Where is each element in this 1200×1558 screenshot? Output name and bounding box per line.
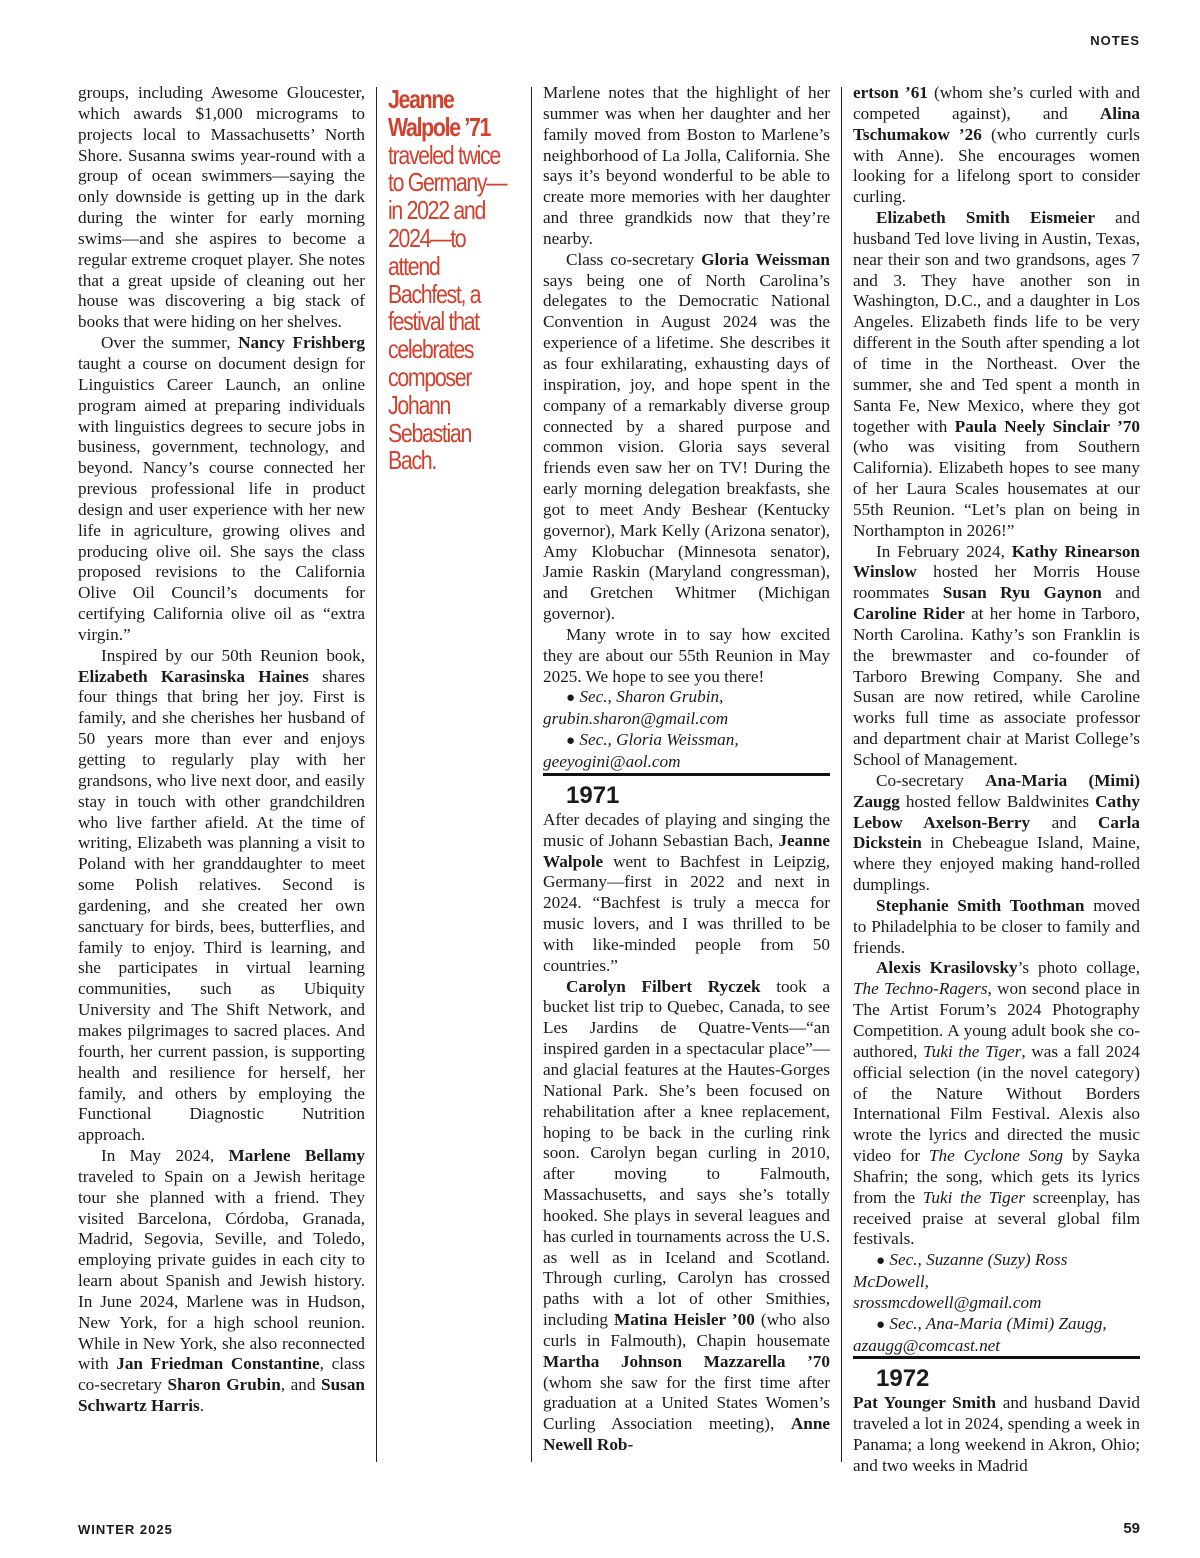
alumna-name: Jeanne Walpole [543, 830, 830, 871]
paragraph [543, 977, 830, 1456]
paragraph [543, 83, 830, 250]
alumna-name: Pat Younger Smith [853, 1393, 997, 1413]
text: Over the summer, [101, 333, 231, 353]
text: taught a course on document design for Linguistics Career Launch, an online program aimed at preparing individuals with linguistics degrees to secure jobs in business, government, technology, and beyond. Nancy’s course connected her previous professional life in product design and user experience with her new life in agriculture, growing olives and producing olive oil. She says the class proposed revisions to the California Olive Oil Council’s documents for certifying California olive oil as “extra virgin.” [78, 353, 365, 644]
alumna-name: Paula Neely Sinclair ’70 [954, 416, 1140, 436]
alumna-name: ertson ’61 [853, 83, 928, 102]
paragraph [78, 1146, 365, 1417]
text: (whom she’s curled with and competed against), and [853, 83, 1141, 123]
text: says being one of North Carolina’s delegates to the Democratic National Convention in August 2024 was the experience of a lifetime. She describes it as four exhilarating, exhausting days of inspiration, joy, and hope spent in the company of a remarkably diverse group connected by a shared purpose and common vision. Gloria says several friends even saw her on TV! During the early morning delegation breakfasts, she got to meet Andy Beshear (Kentucky governor), Mark Kelly (Arizona senator), Amy Klobuchar (Minnesota senator), Jamie Raskin (Maryland congressman), and Gretchen Whitmer (Michigan governor). [543, 270, 830, 624]
paragraph [543, 250, 830, 625]
text: , and [280, 1375, 316, 1395]
alumna-name: Susan Schwartz Harris [78, 1375, 365, 1416]
pull-quote-name: Jeanne Walpole ’71 [388, 84, 491, 142]
work-title: The Techno-Ragers [853, 979, 988, 999]
text: and [1115, 583, 1141, 603]
secretary-name: Sec., Sharon Grubin, [579, 687, 724, 707]
paragraph [853, 896, 1140, 959]
text: took a bucket list trip to Quebec, Canada, to see Les Jardins de Quatre-Vents—“an inspired garden in a spectacular place”—and glacial features at the Hautes-Gorges National Park. She’s been focused on rehabilitation after a knee replacement, hoping to be back in the curling rink soon. Carolyn began curling in 2010, after moving to Falmouth, Massachusetts, and says she’s totally hooked. She plays in several leagues and has curled in tournaments across the U.S. as well as in Iceland and Scotland. Through curling, Carolyn has crossed paths with a lot of other Smithies, including [543, 976, 831, 1330]
secretary-email[interactable]: geeyogini@aol.com [543, 752, 681, 771]
text: hosted fellow Baldwinites [905, 791, 1090, 811]
text: hosted her Morris House roommates [853, 562, 1141, 603]
text: and husband Ted love living in Austin, Texas, near their son and two grandsons, ages 7 and 3. They have another son in Washington, D.C., and a daughter in Los Angeles. Elizabeth finds life to be very different in the South after spending a lot of time in the Northeast. Over the summer, she and Ted spent a month in Santa Fe, New Mexico, where they got together with [853, 208, 1140, 436]
text: ’s photo collage, [1017, 958, 1140, 978]
alumna-name: Elizabeth Smith Eismeier [876, 208, 1095, 228]
class-year-heading: 1971 [543, 773, 830, 810]
text: screenplay, has received praise at several global film festivals. [853, 1187, 1141, 1249]
secretary-contact [853, 1314, 1140, 1357]
paragraph [853, 208, 1140, 542]
secretary-contact [543, 730, 830, 773]
pull-quote [388, 86, 519, 475]
column-rule [531, 87, 532, 1462]
section-header: NOTES [1090, 33, 1140, 48]
text: moved to Philadelphia to be closer to family and friends. [853, 895, 1140, 957]
text: Class co-secretary [566, 249, 695, 269]
text: traveled to Spain on a Jewish heritage tour she planned with a friend. They visited Barcelona, Córdoba, Granada, Madrid, Segovia, Seville, and Toledo, employing private guides in each city to learn about Spanish and Jewish history. In June 2024, Marlene was in Hudson, New York, for a high school reunion. While in New York, she also reconnected with [78, 1166, 365, 1374]
page-number: 59 [1123, 1520, 1140, 1537]
class-year-heading: 1972 [853, 1356, 1140, 1393]
paragraph [853, 958, 1140, 1250]
column-1 [78, 83, 365, 1417]
work-title: Tuki the Tiger [923, 1041, 1022, 1061]
alumna-name: Susan Ryu Gaynon [942, 583, 1102, 603]
alumna-name: Martha Johnson Mazzarella ’70 [543, 1351, 830, 1371]
alumna-name: Caroline Rider [853, 604, 965, 624]
paragraph [78, 333, 365, 646]
work-title: Tuki the Tiger [922, 1187, 1026, 1207]
text: Marlene notes that the highlight of her summer was when her daughter and her family moved from Boston to Marlene’s neighborhood of La Jolla, California. She says it’s beyond wonderful to be able to create more memories with her daughter and three grandkids now that they’re nearby. [543, 83, 830, 248]
alumna-name: Anne Newell Rob- [543, 1414, 831, 1455]
secretary-name: Sec., Suzanne (Suzy) Ross McDowell, [853, 1250, 1068, 1292]
work-title: The Cyclone Song [928, 1146, 1064, 1166]
column-rule [841, 87, 842, 1462]
alumna-name: Matina Heisler ’00 [614, 1310, 755, 1330]
secretary-email[interactable]: azaugg@comcast.net [853, 1335, 1001, 1355]
text: In February 2024, [876, 541, 1005, 561]
secretary-contact [853, 1250, 1140, 1314]
text: (who also curls in Falmouth), Chapin housemate [543, 1310, 831, 1350]
text: , class co-secretary [78, 1354, 365, 1395]
column-4 [853, 83, 1140, 1477]
text: In May 2024, [101, 1146, 215, 1166]
text: (who was visiting from Southern California). Elizabeth hopes to see many of her Laura Scales housemates at our 55th Reunion. “Let’s plan on being in Northampton in 2026!” [853, 437, 1140, 540]
paragraph [853, 1393, 1140, 1476]
paragraph [78, 83, 365, 333]
alumna-name: Carolyn Filbert Ryczek [566, 976, 761, 996]
alumna-name: Alina Tschumakow ’26 [853, 103, 1140, 144]
text: groups, including Awesome Gloucester, which awards $1,000 micrograms to projects local to Massachusetts’ North Shore. Susanna swims year-round with a group of ocean swimmers—saying the only downside is getting up in the dark during the winter for early morning swims—and she aspires to become a regular extreme croquet player. She notes that a great upside of cleaning out her house was discovering a big stack of books that were hiding on her shelves. [78, 83, 365, 332]
alumna-name: Elizabeth Karasinska Haines [78, 666, 309, 686]
column-3 [543, 83, 830, 1456]
secretary-email[interactable]: srossmcdowell@gmail.com [853, 1292, 1042, 1312]
alumna-name: Carla Dickstein [853, 812, 1141, 853]
pull-quote-text: traveled twice to Germany— in 2022 and 2024—to attend Bachfest, a festival that celebrates composer Johann Sebastian Bach. [388, 139, 507, 476]
alumna-name: Jan Friedman Constantine [116, 1354, 320, 1374]
alumna-name: Sharon Grubin [167, 1375, 281, 1395]
alumna-name: Nancy Frishberg [238, 333, 365, 353]
text: by Sayka Shafrin; the song, which gets its lyrics from the [853, 1146, 1141, 1207]
text: shares four things that bring her joy. First is family, and she cherishes her husband of 50 years more than ever and enjoys getting to regularly play with her grandsons, who live next door, and easily stay in touch with other grandchildren who live farther afield. At the time of writing, Elizabeth was planning a visit to Poland with her granddaughter to meet some Polish relatives. Second is gardening, and she created her own sanctuary for birds, bees, butterflies, and family to enjoy. Third is learning, and she participates in virtual learning communities, such as Ubiquity University and The Shift Network, and makes pilgrimages to sacred places. And fourth, her current passion, is supporting health and resilience for herself, her family, and others by employing the Functional Diagnostic Nutrition approach. [78, 666, 366, 1145]
alumna-name: Marlene Bellamy [228, 1146, 365, 1166]
paragraph [853, 771, 1140, 896]
text: Inspired by our 50th Reunion book, [101, 645, 365, 665]
alumna-name: Kathy Rinearson Winslow [853, 541, 1140, 582]
bullet-icon: ● [566, 690, 576, 707]
text: (who currently curls with Anne). She encourages women looking for a lifelong sport to consider curling. [853, 124, 1140, 207]
alumna-name: Gloria Weissman [701, 249, 830, 269]
text: (whom she saw for the first time after graduation at a United States Women’s Curling Association meeting), [543, 1372, 830, 1434]
text: in Chebeague Island, Maine, where they enjoyed making hand-rolled dumplings. [853, 833, 1141, 895]
column-rule [376, 87, 377, 1462]
paragraph [853, 542, 1140, 771]
alumna-name: Stephanie Smith Toothman [876, 895, 1085, 915]
issue-label: WINTER 2025 [78, 1522, 173, 1537]
text: at her home in Tarboro, North Carolina. Kathy’s son Franklin is the brewmaster and co-founder of Tarboro Brewing Company. She and Susan are now retired, while Caroline works full time as associate professor and department chair at Marist College’s School of Management. [853, 604, 1140, 769]
text: After decades of playing and singing the music of Johann Sebastian Bach, [543, 809, 830, 850]
alumna-name: Cathy Lebow Axelson-Berry [853, 791, 1141, 832]
text: , won second place in The Artist Forum’s 2024 Photography Competition. A young adult book she co-authored, [853, 979, 1141, 1061]
secretary-name: Sec., Ana-Maria (Mimi) Zaugg, [889, 1313, 1107, 1333]
paragraph [78, 646, 365, 1146]
text: , was a fall 2024 official selection (in the novel category) of the Nature Without Borders International Film Festival. Alexis also wrote the lyrics and directed the music video for [853, 1041, 1141, 1166]
secretary-name: Sec., Gloria Weissman, [579, 730, 739, 750]
bullet-icon: ● [876, 1253, 886, 1270]
text: went to Bachfest in Leipzig, Germany—first in 2022 and next in 2024. “Bachfest is truly a mecca for music lovers, and I was thrilled to be with like-minded people from 50 countries.” [543, 851, 830, 975]
text: and husband David traveled a lot in 2024, spending a week in Panama; a long weekend in Akron, Ohio; and two weeks in Madrid [853, 1393, 1140, 1475]
text: Co-secretary [876, 770, 964, 790]
paragraph [543, 810, 830, 977]
text: . [199, 1396, 205, 1416]
alumna-name: Alexis Krasilovsky [876, 958, 1018, 978]
paragraph [853, 83, 1140, 208]
secretary-email[interactable]: grubin.sharon@gmail.com [543, 709, 729, 729]
bullet-icon: ● [876, 1316, 886, 1333]
bullet-icon: ● [566, 733, 576, 750]
secretary-contact [543, 687, 830, 730]
text: Many wrote in to say how excited they are about our 55th Reunion in May 2025. We hope to see you there! [543, 624, 830, 686]
text: and [1051, 812, 1077, 832]
paragraph [543, 625, 830, 688]
alumna-name: Ana-Maria (Mimi) Zaugg [853, 770, 1141, 811]
